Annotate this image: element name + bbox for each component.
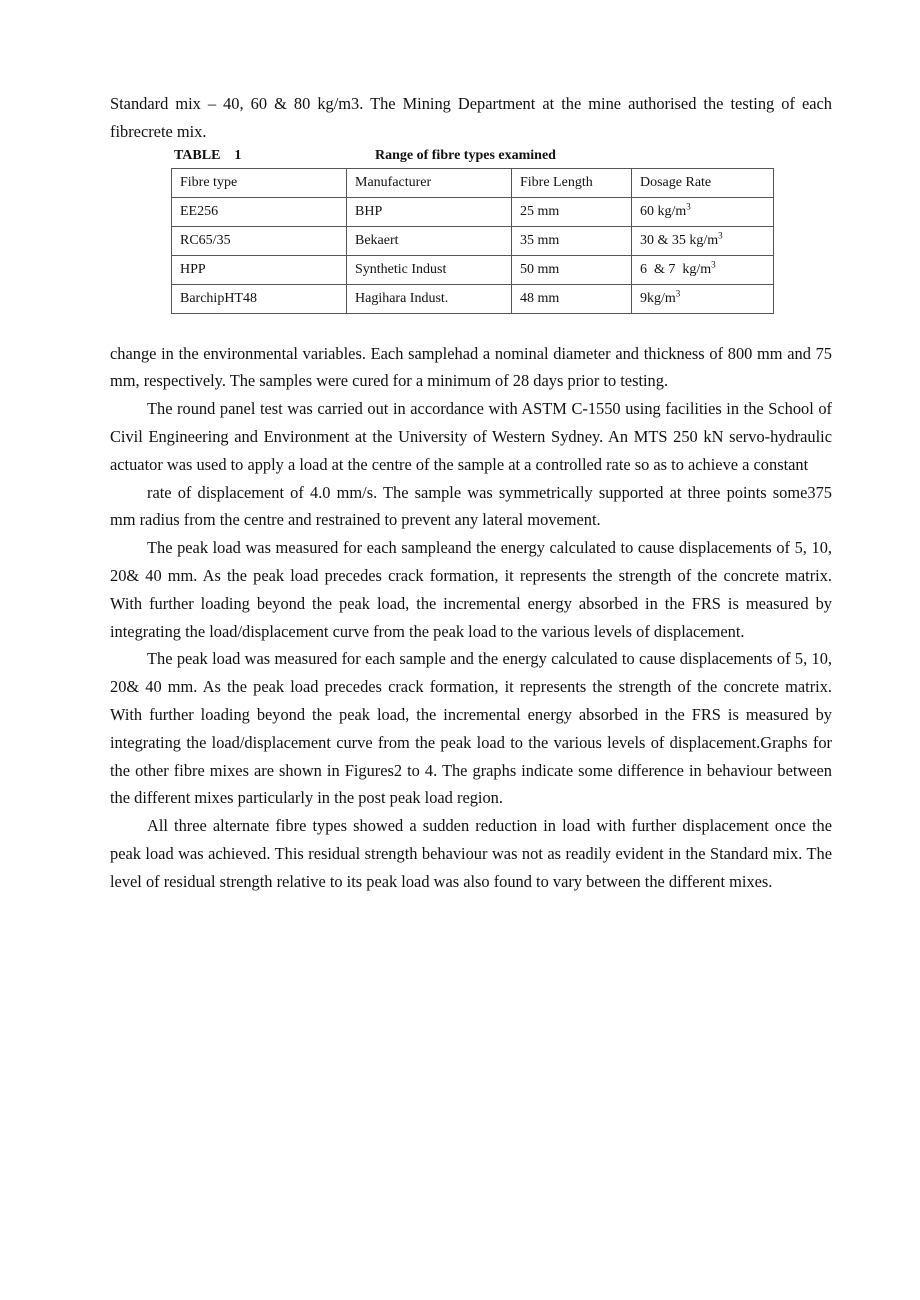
body-paragraph-residual-strength: All three alternate fibre types showed a sudden reduction in load with further displacement once the peak load was achieved. This residual strength behaviour was not as readily evident in the Standard mix. The level of residual strength relative to its peak load was also found to vary between the different mixes. [110,816,832,891]
dosage-exponent: 3 [675,287,681,298]
table-caption [110,146,832,168]
table-row [172,284,774,313]
cell-dosage-rate [632,255,774,284]
dosage-value: 60 kg/m [640,203,687,219]
intro-paragraph: Standard mix – 40, 60 & 80 kg/m3. The Mining Department at the mine authorised the testing of each fibrecrete mix. [110,94,832,141]
body-paragraph-sample-dimensions: change in the environmental variables. Each samplehad a nominal diameter and thickness of 800 mm and 75 mm, respectively. The samples were cured for a minimum of 28 days prior to testing. [110,343,832,391]
cell-manufacturer: BHP [347,197,512,226]
cell-fibre-type: BarchipHT48 [172,284,347,313]
cell-manufacturer: Bekaert [347,226,512,255]
body-paragraph-peak-load-1: The peak load was measured for each sampleand the energy calculated to cause displacements of 5, 10, 20& 40 mm. As the peak load precedes crack formation, it represents the strength of the concrete matrix. With further loading beyond the peak load, the incremental energy absorbed in the FRS is measured by integrating the load/displacement curve from the peak load to the various levels of displacement. [110,538,832,641]
dosage-value: 9kg/m [640,290,676,306]
body-paragraph-displacement-rate: rate of displacement of 4.0 mm/s. The sample was symmetrically supported at three points some375 mm radius from the centre and restrained to prevent any lateral movement. [110,482,832,530]
table-row [172,226,774,255]
dosage-exponent: 3 [711,258,716,269]
cell-dosage-rate [632,284,774,313]
table-header-row [172,168,774,197]
fibre-types-table [171,168,774,314]
table-row [172,197,774,226]
cell-manufacturer: Synthetic Indust [347,255,512,284]
dosage-value: 30 & 35 kg/m [640,232,719,248]
cell-manufacturer: Hagihara Indust. [347,284,512,313]
dosage-exponent: 3 [718,229,723,240]
cell-fibre-length: 35 mm [512,226,632,255]
header-manufacturer: Manufacturer [347,168,512,197]
cell-dosage-rate [632,226,774,255]
cell-dosage-rate [632,197,774,226]
body-paragraph-peak-load-2: The peak load was measured for each sample and the energy calculated to cause displacements of 5, 10, 20& 40 mm. As the peak load precedes crack formation, it represents the strength of the concrete matrix. With further loading beyond the peak load, the incremental energy absorbed in the FRS is measured by integrating the load/displacement curve from the peak load to the various levels of displacement.Graphs for the other fibre mixes are shown in Figures2 to 4. The graphs indicate some difference in behaviour between the different mixes particularly in the post peak load region. [110,649,832,808]
cell-fibre-length: 25 mm [512,197,632,226]
header-fibre-length: Fibre Length [512,168,632,197]
header-dosage-rate: Dosage Rate [632,168,774,197]
cell-fibre-type: HPP [172,255,347,284]
cell-fibre-type: EE256 [172,197,347,226]
header-fibre-type: Fibre type [172,168,347,197]
table-label: TABLE 1 [174,147,242,163]
table-title: Range of fibre types examined [375,147,556,163]
cell-fibre-type: RC65/35 [172,226,347,255]
cell-fibre-length: 50 mm [512,255,632,284]
table-row [172,255,774,284]
body-paragraph-test-method: The round panel test was carried out in accordance with ASTM C-1550 using facilities in the School of Civil Engineering and Environment at the University of Western Sydney. An MTS 250 kN servo-hydraulic actuator was used to apply a load at the centre of the sample at a controlled rate so as to achieve a constant [110,399,832,474]
cell-fibre-length: 48 mm [512,284,632,313]
dosage-value: 6 & 7 kg/m [640,261,712,277]
document-page [110,90,832,896]
dosage-exponent: 3 [686,200,691,211]
